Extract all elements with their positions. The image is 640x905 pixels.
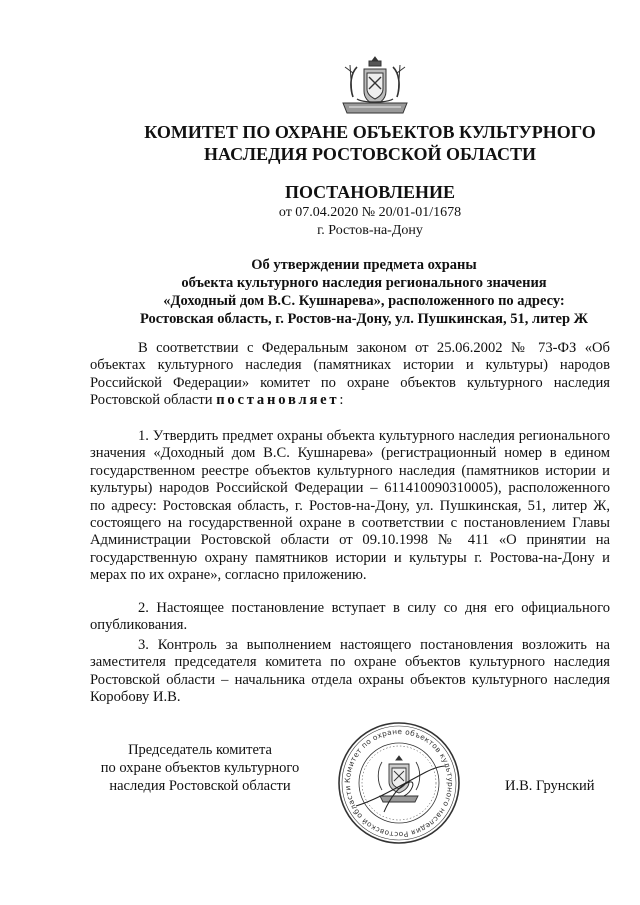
organization-name-line-2: НАСЛЕДИЯ РОСТОВСКОЙ ОБЛАСТИ (204, 144, 536, 164)
subject-line-2: объекта культурного наследия регионального значения (181, 275, 547, 291)
coat-of-arms-icon (339, 55, 411, 119)
preamble-text: В соответствии с Федеральным законом от 25.06.2002 № 73-ФЗ «Об объектах культурного наследия (памятниках истории и культуры) народов Российской Федерации» комитет по охране объектов культурного наследия Ростовской области (90, 340, 610, 409)
official-seal-icon (336, 720, 462, 846)
document-date-number: от 07.04.2020 № 20/01-01/1678 (278, 205, 462, 220)
decree-word: постановляет (216, 392, 340, 409)
preamble-colon: : (339, 392, 344, 409)
signatory-title-line-2: по охране объектов культурного (100, 760, 300, 776)
organization-name-line-1: КОМИТЕТ ПО ОХРАНЕ ОБЪЕКТОВ КУЛЬТУРНОГО (144, 122, 596, 142)
preamble-paragraph (90, 340, 610, 410)
document-city: г. Ростов-на-Дону (317, 223, 423, 238)
signatory-title-line-3: наследия Ростовской области (109, 778, 291, 794)
subject-line-4: Ростовская область, г. Ростов-на-Дону, ул. Пушкинская, 51, литер Ж (139, 311, 589, 327)
subject-line-1: Об утверждении предмета охраны (251, 257, 477, 273)
signatory-name: И.В. Грунский (505, 778, 595, 794)
subject-line-3: «Доходный дом В.С. Кушнарева», расположенного по адресу: (163, 293, 565, 309)
signatory-title-line-1: Председатель комитета (128, 742, 272, 758)
decree-item-1: 1. Утвердить предмет охраны объекта культурного наследия регионального значения «Доходный дом В.С. Кушнарева» (регистрационный номер в едином государственном реестре объектов культурного наследия (памятников истории и культуры) народов Российской Федерации – 611410090310005), расположенного по адресу: Ростовская область, г. Ростов-на-Дону, ул. Пушкинская, 51, литер Ж, состоящего на государственной охране в соответствии с постановлением Главы Администрации Ростовской области от 09.10.1998 № 411 «О принятии на государственную охрану памятников истории и культуры г. Ростова-на-Дону и мерах по их охране», согласно приложению. (90, 428, 610, 584)
document-type: ПОСТАНОВЛЕНИЕ (284, 182, 456, 202)
seal-ring-text: Комитет по охране объектов культурного наследия Ростовской области (342, 726, 456, 840)
decree-item-3: 3. Контроль за выполнением настоящего постановления возложить на заместителя председателя комитета по охране объектов культурного наследия Ростовской области – начальника отдела охраны объектов культурного наследия Коробову И.В. (90, 637, 610, 706)
decree-item-2: 2. Настоящее постановление вступает в силу со дня его официального опубликования. (90, 600, 610, 634)
